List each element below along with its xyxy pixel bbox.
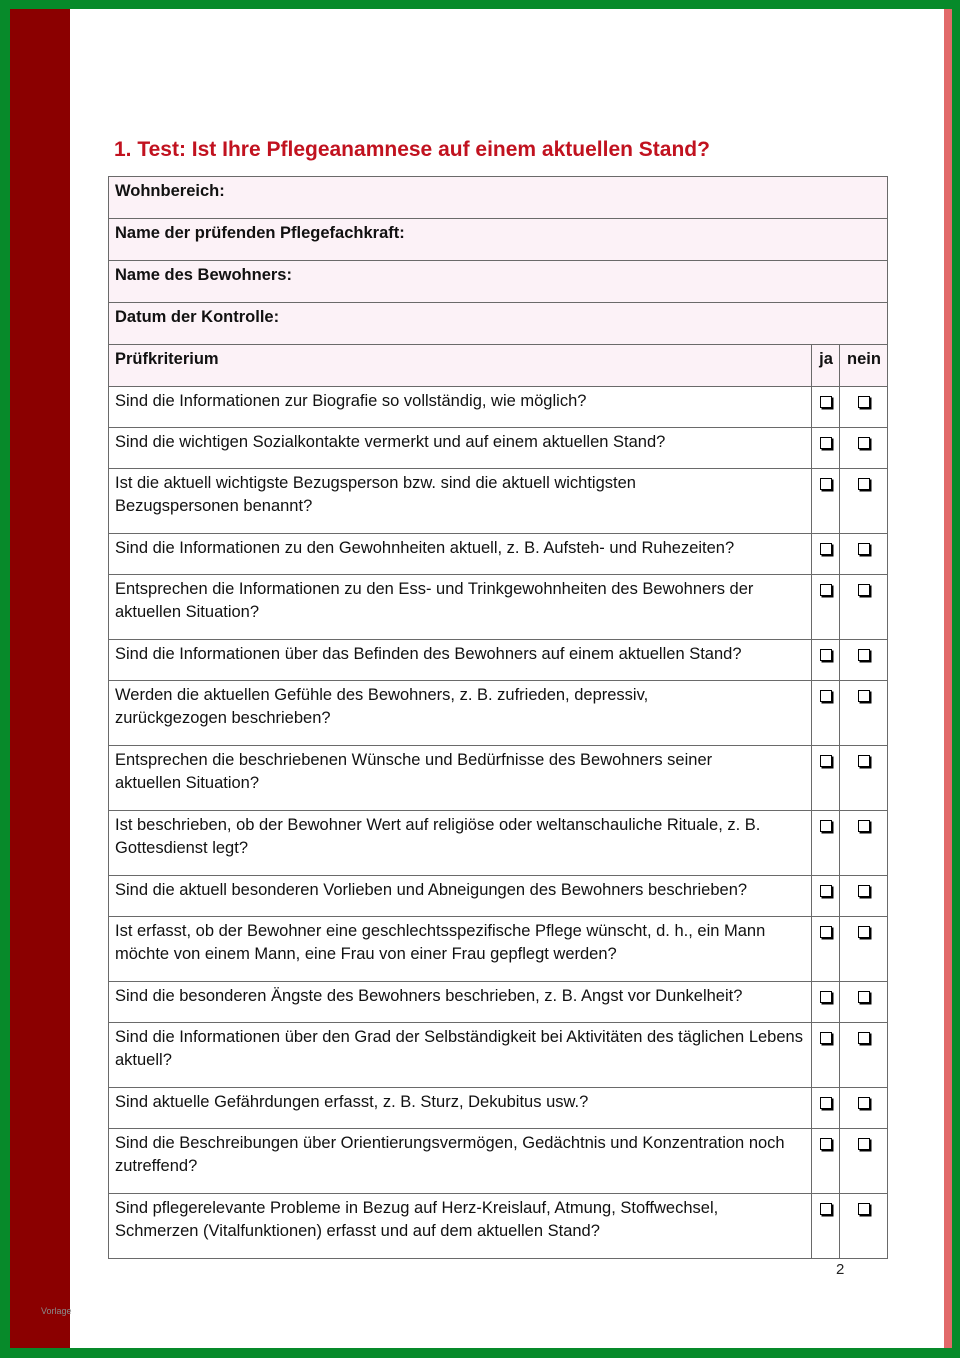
yes-checkbox[interactable] bbox=[812, 811, 840, 876]
page-number: 2 bbox=[836, 1261, 845, 1278]
info-row bbox=[109, 261, 888, 303]
checkbox-empty-icon bbox=[820, 437, 832, 449]
criterion-text: Entsprechen die beschriebenen Wünsche und Bedürfnisse des Bewohners seiner aktuellen Situation? bbox=[109, 746, 812, 811]
checkbox-empty-icon bbox=[820, 1032, 832, 1044]
criterion-text: Sind aktuelle Gefährdungen erfasst, z. B. Sturz, Dekubitus usw.? bbox=[109, 1088, 812, 1129]
yes-checkbox[interactable] bbox=[812, 575, 840, 640]
no-checkbox[interactable] bbox=[840, 469, 888, 534]
criterion-text: Ist erfasst, ob der Bewohner eine geschlechtsspezifische Pflege wünscht, d. h., ein Mann möchte von einem Mann, eine Frau von einer Frau gepflegt werden? bbox=[109, 917, 812, 982]
checkbox-empty-icon bbox=[858, 649, 870, 661]
yes-checkbox[interactable] bbox=[812, 917, 840, 982]
checkbox-empty-icon bbox=[820, 885, 832, 897]
checkbox-empty-icon bbox=[858, 543, 870, 555]
table-header-row bbox=[109, 345, 888, 387]
criterion-row bbox=[109, 1088, 888, 1129]
yes-checkbox[interactable] bbox=[812, 1129, 840, 1194]
no-checkbox[interactable] bbox=[840, 575, 888, 640]
checkbox-empty-icon bbox=[858, 1138, 870, 1150]
yes-checkbox[interactable] bbox=[812, 876, 840, 917]
no-checkbox[interactable] bbox=[840, 1023, 888, 1088]
yes-checkbox[interactable] bbox=[812, 1194, 840, 1259]
criterion-row bbox=[109, 917, 888, 982]
criterion-row bbox=[109, 811, 888, 876]
checkbox-empty-icon bbox=[820, 584, 832, 596]
criterion-text: Sind die Informationen zu den Gewohnheiten aktuell, z. B. Aufsteh- und Ruhezeiten? bbox=[109, 534, 812, 575]
criterion-row bbox=[109, 575, 888, 640]
checkbox-empty-icon bbox=[858, 926, 870, 938]
no-checkbox[interactable] bbox=[840, 534, 888, 575]
criterion-row bbox=[109, 1023, 888, 1088]
checkbox-empty-icon bbox=[820, 543, 832, 555]
criterion-row bbox=[109, 387, 888, 428]
left-color-band bbox=[10, 9, 70, 1348]
no-checkbox[interactable] bbox=[840, 387, 888, 428]
info-row bbox=[109, 177, 888, 219]
page-title: 1. Test: Ist Ihre Pflegeanamnese auf einem aktuellen Stand? bbox=[114, 138, 710, 161]
no-checkbox[interactable] bbox=[840, 1088, 888, 1129]
checkbox-empty-icon bbox=[858, 885, 870, 897]
checkbox-empty-icon bbox=[858, 820, 870, 832]
yes-checkbox[interactable] bbox=[812, 640, 840, 681]
criterion-row bbox=[109, 876, 888, 917]
no-checkbox[interactable] bbox=[840, 1194, 888, 1259]
yes-checkbox[interactable] bbox=[812, 387, 840, 428]
checkbox-empty-icon bbox=[820, 820, 832, 832]
criterion-text: Ist beschrieben, ob der Bewohner Wert auf religiöse oder weltanschauliche Rituale, z. B. Gottesdienst legt? bbox=[109, 811, 812, 876]
checkbox-empty-icon bbox=[820, 396, 832, 408]
checkbox-empty-icon bbox=[858, 1097, 870, 1109]
header-yes: ja bbox=[812, 345, 840, 387]
info-row bbox=[109, 219, 888, 261]
criterion-row bbox=[109, 469, 888, 534]
info-field-pflegefachkraft[interactable]: Name der prüfenden Pflegefachkraft: bbox=[109, 219, 888, 261]
checkbox-empty-icon bbox=[820, 478, 832, 490]
info-field-datum[interactable]: Datum der Kontrolle: bbox=[109, 303, 888, 345]
criterion-row bbox=[109, 640, 888, 681]
no-checkbox[interactable] bbox=[840, 640, 888, 681]
criterion-text: Sind die Informationen über das Befinden des Bewohners auf einem aktuellen Stand? bbox=[109, 640, 812, 681]
checkbox-empty-icon bbox=[820, 1138, 832, 1150]
checkbox-empty-icon bbox=[858, 478, 870, 490]
criterion-row bbox=[109, 746, 888, 811]
no-checkbox[interactable] bbox=[840, 917, 888, 982]
checkbox-empty-icon bbox=[820, 690, 832, 702]
criterion-text: Sind die wichtigen Sozialkontakte vermerkt und auf einem aktuellen Stand? bbox=[109, 428, 812, 469]
no-checkbox[interactable] bbox=[840, 681, 888, 746]
checkbox-empty-icon bbox=[858, 1032, 870, 1044]
header-no: nein bbox=[840, 345, 888, 387]
criterion-text: Sind die Informationen über den Grad der Selbständigkeit bei Aktivitäten des täglichen Lebens aktuell? bbox=[109, 1023, 812, 1088]
criterion-row bbox=[109, 982, 888, 1023]
yes-checkbox[interactable] bbox=[812, 1088, 840, 1129]
no-checkbox[interactable] bbox=[840, 876, 888, 917]
criterion-text: Entsprechen die Informationen zu den Ess- und Trinkgewohnheiten des Bewohners der aktuellen Situation? bbox=[109, 575, 812, 640]
checklist-table bbox=[108, 176, 888, 1259]
no-checkbox[interactable] bbox=[840, 428, 888, 469]
yes-checkbox[interactable] bbox=[812, 469, 840, 534]
checkbox-empty-icon bbox=[858, 584, 870, 596]
criterion-text: Sind die besonderen Ängste des Bewohners beschrieben, z. B. Angst vor Dunkelheit? bbox=[109, 982, 812, 1023]
checkbox-empty-icon bbox=[820, 991, 832, 1003]
checkbox-empty-icon bbox=[820, 926, 832, 938]
criterion-row bbox=[109, 534, 888, 575]
info-field-wohnbereich[interactable]: Wohnbereich: bbox=[109, 177, 888, 219]
footer-note: Vorlage bbox=[41, 1306, 72, 1316]
criterion-text: Ist die aktuell wichtigste Bezugsperson bzw. sind die aktuell wichtigsten Bezugspersonen benannt? bbox=[109, 469, 812, 534]
checkbox-empty-icon bbox=[858, 991, 870, 1003]
yes-checkbox[interactable] bbox=[812, 982, 840, 1023]
yes-checkbox[interactable] bbox=[812, 1023, 840, 1088]
info-row bbox=[109, 303, 888, 345]
checkbox-empty-icon bbox=[858, 690, 870, 702]
checkbox-empty-icon bbox=[820, 1203, 832, 1215]
checkbox-empty-icon bbox=[858, 755, 870, 767]
header-criterion: Prüfkriterium bbox=[109, 345, 812, 387]
no-checkbox[interactable] bbox=[840, 1129, 888, 1194]
criterion-row bbox=[109, 681, 888, 746]
right-color-band bbox=[944, 9, 952, 1348]
no-checkbox[interactable] bbox=[840, 746, 888, 811]
no-checkbox[interactable] bbox=[840, 982, 888, 1023]
criterion-text: Sind die Informationen zur Biografie so vollständig, wie möglich? bbox=[109, 387, 812, 428]
criterion-row bbox=[109, 428, 888, 469]
checkbox-empty-icon bbox=[820, 649, 832, 661]
criterion-text: Sind pflegerelevante Probleme in Bezug auf Herz-Kreislauf, Atmung, Stoffwechsel, Schmerzen (Vitalfunktionen) erfasst und auf dem aktuellen Stand? bbox=[109, 1194, 812, 1259]
criterion-text: Werden die aktuellen Gefühle des Bewohners, z. B. zufrieden, depressiv, zurückgezogen beschrieben? bbox=[109, 681, 812, 746]
checkbox-empty-icon bbox=[820, 1097, 832, 1109]
yes-checkbox[interactable] bbox=[812, 746, 840, 811]
document-page bbox=[10, 9, 952, 1348]
yes-checkbox[interactable] bbox=[812, 534, 840, 575]
checkbox-empty-icon bbox=[820, 755, 832, 767]
criterion-text: Sind die aktuell besonderen Vorlieben und Abneigungen des Bewohners beschrieben? bbox=[109, 876, 812, 917]
yes-checkbox[interactable] bbox=[812, 428, 840, 469]
criterion-row bbox=[109, 1129, 888, 1194]
criterion-text: Sind die Beschreibungen über Orientierungsvermögen, Gedächtnis und Konzentration noch zutreffend? bbox=[109, 1129, 812, 1194]
info-field-bewohner[interactable]: Name des Bewohners: bbox=[109, 261, 888, 303]
checkbox-empty-icon bbox=[858, 1203, 870, 1215]
checkbox-empty-icon bbox=[858, 396, 870, 408]
checkbox-empty-icon bbox=[858, 437, 870, 449]
criterion-row bbox=[109, 1194, 888, 1259]
no-checkbox[interactable] bbox=[840, 811, 888, 876]
yes-checkbox[interactable] bbox=[812, 681, 840, 746]
